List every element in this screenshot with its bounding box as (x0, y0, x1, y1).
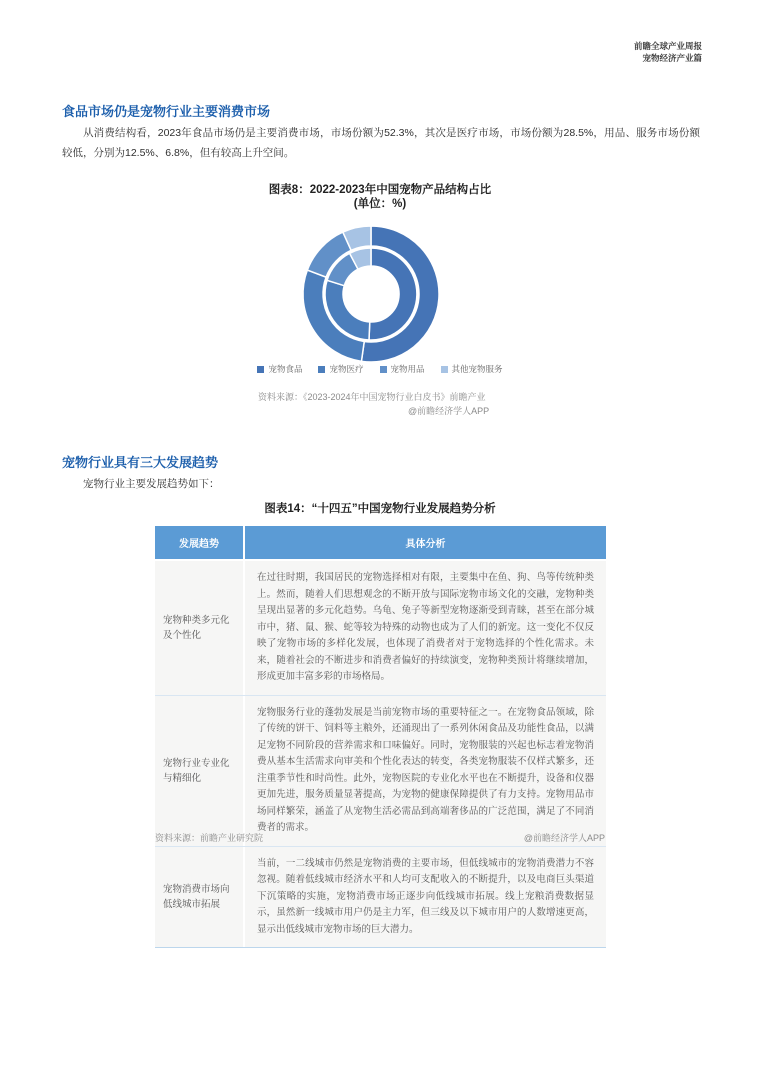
trend-cell: 宠物种类多元化及个性化 (155, 561, 245, 695)
legend-item-宠物用品 (380, 363, 425, 375)
trend-table-header (155, 526, 606, 559)
trend-table-header-analysis: 具体分析 (405, 539, 446, 550)
legend-item-宠物食品 (257, 363, 302, 375)
trend-table-header-trend: 发展趋势 (155, 526, 245, 559)
legend-label: 其他宠物服务 (451, 364, 503, 374)
trend-table (155, 526, 606, 948)
analysis-cell: 在过往时期，我国居民的宠物选择相对有限，主要集中在鱼、狗、鸟等传统种类上。然而，随着人们思想观念的不断开放与国际宠物市场文化的交融，宠物种类呈现出显著的多元化趋势。乌龟、兔子等新型宠物逐渐受到青睐，甚至在部分城市中，猪、鼠、猴、蛇等较为特殊的动物也成为了人们的新宠。这一变化不仅反映了宠物市场的多样化发展，也体现了消费者对于宠物选择的个性化需求。未来，随着社会的不断进步和消费者偏好的持续演变，宠物种类预计将继续增加，形成更加丰富多彩的市场格局。 (257, 572, 594, 682)
section1-paragraph: 从消费结构看，2023年食品市场仍是主要消费市场，市场份额为52.3%，其次是医疗市场，市场份额为28.5%，用品、服务市场份额较低，分别为12.5%、6.8%，但有较高上升空间。 (62, 127, 700, 159)
trend-cell: 宠物消费市场向低线城市拓展 (155, 847, 245, 948)
chart-legend (0, 363, 760, 375)
table-source-left: 资料来源：前瞻产业研究院 (155, 833, 264, 843)
chart-source-line2: @前瞻经济学人APP (408, 406, 490, 416)
table-row (155, 695, 606, 846)
chart-unit-label: (单位：%) (353, 198, 407, 210)
legend-label: 宠物食品 (268, 364, 303, 374)
doc-header-line1: 前瞻全球产业周报 (633, 41, 702, 51)
legend-swatch-icon (318, 366, 325, 373)
analysis-cell: 宠物服务行业的蓬勃发展是当前宠物市场的重要特征之一。在宠物食品领域，除了传统的饼干、饲料等主粮外，还涌现出了一系列休闲食品及功能性食品，以满足宠物不同阶段的营养需求和口味偏好。同时，宠物服装的兴起也标志着宠物消费从基本生活需求向审美和个性化表达的转变，各类宠物服装不仅样式繁多，还注重季节性和时尚性。此外，宠物医院的专业化水平也在不断提升，设备和仪器更加先进，服务质量显著提高，为宠物的健康保障提供了有力支持。宠物用品市场同样繁荣，涵盖了从宠物生活必需品到高端奢侈品的广泛范围，满足了不同消费者的需求。 (257, 706, 594, 833)
donut-chart (296, 219, 446, 369)
legend-swatch-icon (441, 366, 448, 373)
chart-title-block (180, 183, 580, 211)
section1-heading: 食品市场仍是宠物行业主要消费市场 (62, 104, 271, 119)
trend-cell: 宠物行业专业化与精细化 (155, 696, 245, 846)
chart-source-line1: 资料来源：《2023-2024年中国宠物行业白皮书》前瞻产业 (258, 392, 486, 402)
legend-swatch-icon (257, 366, 264, 373)
table-row (155, 846, 606, 948)
legend-label: 宠物用品 (390, 364, 425, 374)
doc-header (634, 40, 702, 64)
legend-swatch-icon (380, 366, 387, 373)
section2-heading: 宠物行业具有三大发展趋势 (62, 455, 219, 470)
trend-table-body (155, 559, 606, 947)
chart-title: 图表8：2022-2023年中国宠物产品结构占比 (268, 184, 492, 196)
table-source-right: @前瞻经济学人APP (523, 833, 605, 843)
legend-label: 宠物医疗 (329, 364, 364, 374)
table-title: 图表14：“十四五”中国宠物行业发展趋势分析 (264, 503, 496, 515)
legend-item-其他宠物服务 (441, 363, 503, 375)
analysis-cell: 当前，一二线城市仍然是宠物消费的主要市场，但低线城市的宠物消费潜力不容忽视。随着低线城市经济水平和人均可支配收入的不断提升，以及电商巨头渠道下沉策略的实施，宠物消费市场正逐步向低线城市拓展。线上宠粮消费数据显示，虽然新一线城市用户仍是主力军，但三线及以下城市用户的人数增速更高，显示出低线城市宠物市场的巨大潜力。 (257, 857, 594, 935)
table-row (155, 559, 606, 695)
legend-item-宠物医疗 (318, 363, 363, 375)
doc-header-line2: 宠物经济产业篇 (642, 53, 702, 63)
section2-paragraph: 宠物行业主要发展趋势如下： (83, 478, 220, 490)
